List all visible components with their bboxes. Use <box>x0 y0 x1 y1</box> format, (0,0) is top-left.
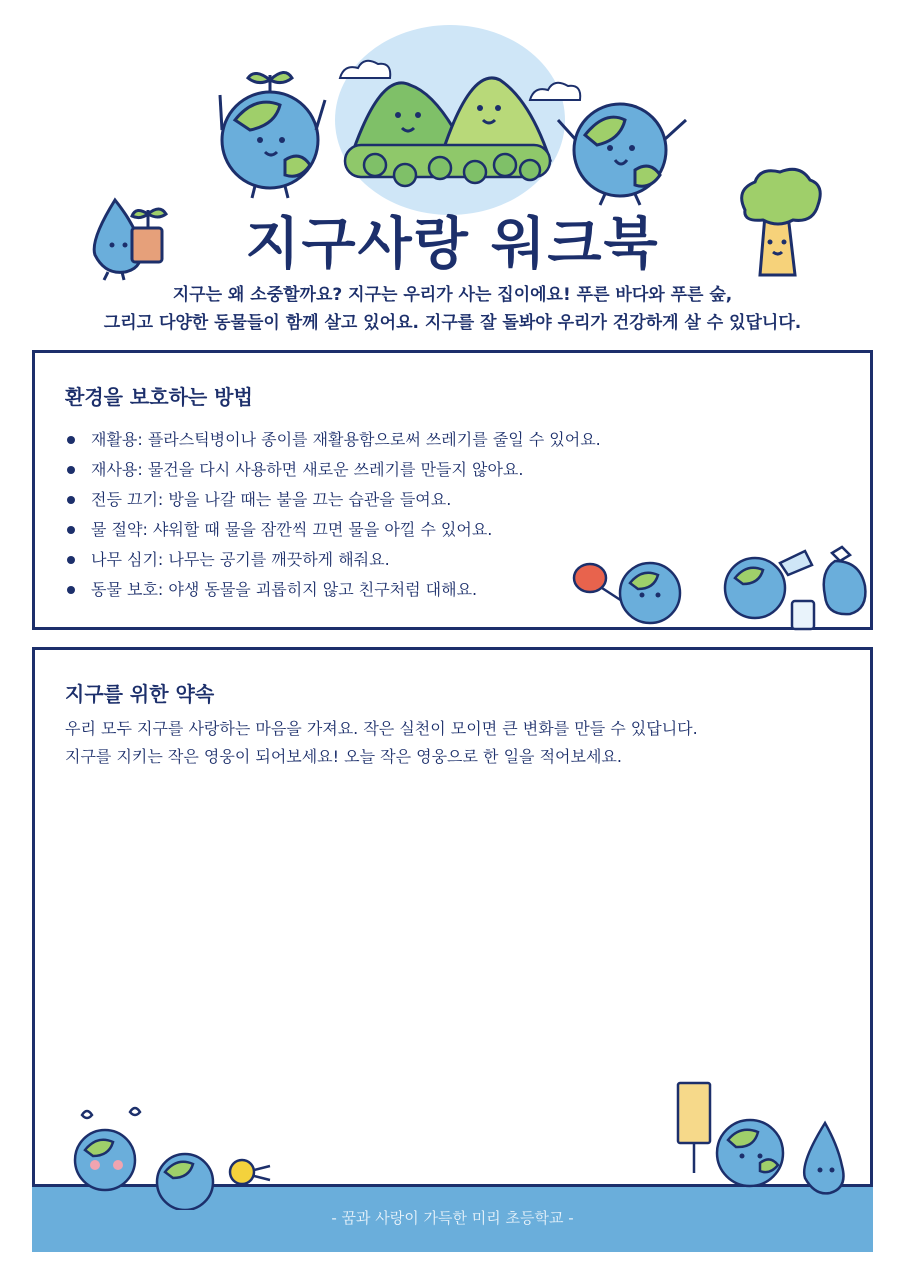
tips-list <box>65 425 601 605</box>
promise-text-line-2: 지구를 지키는 작은 영웅이 되어보세요! 오늘 작은 영웅으로 한 일을 적어보세요. <box>65 747 622 766</box>
footer-text: - 꿈과 사랑이 가득한 미리 초등학교 - <box>331 1209 574 1227</box>
list-item: 재활용: 플라스틱병이나 종이를 재활용함으로써 쓰레기를 줄일 수 있어요. <box>65 425 601 455</box>
bottom-right-characters <box>670 1078 870 1198</box>
page-title: 지구사랑 워크북 <box>245 212 660 277</box>
list-item: 재사용: 물건을 다시 사용하면 새로운 쓰레기를 만들지 않아요. <box>65 455 601 485</box>
earth-friends-illustration <box>570 543 870 633</box>
section-heading: 지구를 위한 약속 <box>65 682 215 706</box>
list-item: 물 절약: 샤워할 때 물을 잠깐씩 끄면 물을 아낄 수 있어요. <box>65 515 601 545</box>
bottom-left-characters <box>60 1100 290 1210</box>
earth-character-icon <box>220 72 325 198</box>
list-item: 전등 끄기: 방을 나갈 때는 불을 끄는 습관을 들여요. <box>65 485 601 515</box>
promise-text-line-1: 우리 모두 지구를 사랑하는 마음을 가져요. 작은 실천이 모이면 큰 변화를 만들 수 있답니다. <box>65 719 698 738</box>
earth-character-icon <box>558 104 686 205</box>
intro-line-1: 지구는 왜 소중할까요? 지구는 우리가 사는 집이에요! 푸른 바다와 푸른 숲, <box>172 285 733 305</box>
section-heading: 환경을 보호하는 방법 <box>65 385 253 409</box>
environment-tips-box <box>32 350 873 630</box>
list-item: 나무 심기: 나무는 공기를 깨끗하게 해줘요. <box>65 545 601 575</box>
list-item: 동물 보호: 야생 동물을 괴롭히지 않고 친구처럼 대해요. <box>65 575 601 605</box>
intro-line-2: 그리고 다양한 동물들이 함께 살고 있어요. 지구를 잘 돌봐야 우리가 건강하게 살 수 있답니다. <box>103 313 802 333</box>
